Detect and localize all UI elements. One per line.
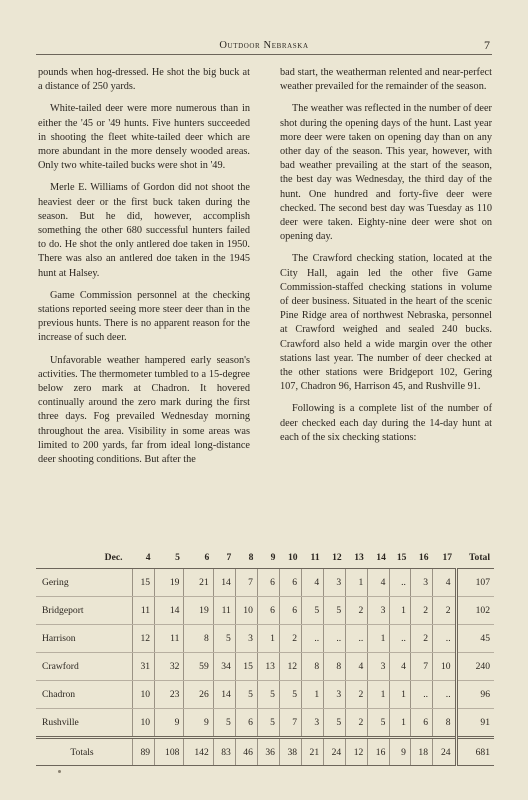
table-header-row [36,546,494,569]
day-count-cell: 12 [133,625,155,653]
day-count-cell: 5 [213,625,235,653]
totals-label: Totals [36,738,133,766]
paper-speck [58,770,61,773]
day-count-cell: 7 [410,653,432,681]
day-count-cell: 6 [235,709,257,738]
day-count-cell: 2 [346,681,368,709]
day-total-cell: 38 [279,738,301,766]
column-header-day: 13 [346,546,368,569]
day-count-cell: 4 [302,569,324,597]
day-count-cell: 1 [390,709,411,738]
day-total-cell: 24 [433,738,457,766]
day-count-cell: 1 [257,625,279,653]
day-count-cell: 59 [184,653,213,681]
day-count-cell: 21 [184,569,213,597]
day-count-cell: 7 [279,709,301,738]
day-count-cell: 11 [213,597,235,625]
column-header-day: 6 [184,546,213,569]
table-row [36,653,494,681]
day-count-cell: 3 [368,653,390,681]
station-name: Bridgeport [36,597,133,625]
column-header-total: Total [456,546,494,569]
day-count-cell: 9 [155,709,184,738]
column-header-day: 12 [324,546,346,569]
table-body [36,569,494,766]
day-total-cell: 21 [302,738,324,766]
day-count-cell: 2 [346,597,368,625]
grand-total-cell: 681 [456,738,494,766]
day-total-cell: 12 [346,738,368,766]
paragraph: Game Commission personnel at the checking stations reported seeing more steer deer than in the previous hunts. There is no apparent reason for the increase of such deer. [38,289,250,344]
paragraph: pounds when hog-dressed. He shot the big buck at a distance of 250 yards. [38,67,250,93]
day-count-cell: 34 [213,653,235,681]
day-count-cell: 9 [184,709,213,738]
day-count-cell: 11 [155,625,184,653]
day-count-cell: 5 [213,709,235,738]
right-column [280,66,492,453]
day-count-cell: 8 [184,625,213,653]
day-count-cell: 5 [235,681,257,709]
column-header-dec: Dec. [36,546,133,569]
station-total-cell: 96 [456,681,494,709]
day-count-cell: .. [302,625,324,653]
day-count-cell: 3 [324,569,346,597]
day-total-cell: 83 [213,738,235,766]
day-count-cell: 12 [279,653,301,681]
column-header-day: 7 [213,546,235,569]
day-total-cell: 89 [133,738,155,766]
day-count-cell: .. [346,625,368,653]
table-row [36,709,494,738]
station-total-cell: 91 [456,709,494,738]
day-count-cell: 2 [279,625,301,653]
day-count-cell: 2 [410,625,432,653]
paragraph: Unfavorable weather hampered early season's activities. The thermometer tumbled to a 15-degree below zero mark at Chadron. It hovered continually around the zero mark during the first three days. Fog prevailed Wednesday morning throughout the area. Visibility in some areas was limited to 200 yards, far from ideal long-distance deer shooting conditions. But after the [38,354,250,466]
day-count-cell: 19 [155,569,184,597]
station-name: Chadron [36,681,133,709]
day-count-cell: 1 [368,681,390,709]
day-count-cell: 5 [279,681,301,709]
page-number: 7 [484,38,490,52]
column-header-day: 5 [155,546,184,569]
day-count-cell: 5 [302,597,324,625]
station-name: Rushville [36,709,133,738]
day-count-cell: 8 [302,653,324,681]
table-row [36,681,494,709]
day-count-cell: 1 [368,625,390,653]
station-total-cell: 45 [456,625,494,653]
day-count-cell: 4 [368,569,390,597]
station-total-cell: 240 [456,653,494,681]
day-count-cell: 2 [346,709,368,738]
column-header-day: 10 [279,546,301,569]
column-header-day: 9 [257,546,279,569]
day-count-cell: .. [433,625,457,653]
day-count-cell: 6 [257,597,279,625]
column-header-day: 15 [390,546,411,569]
column-header-day: 14 [368,546,390,569]
running-title: Outdoor Nebraska [219,40,309,51]
day-count-cell: 13 [257,653,279,681]
station-name: Crawford [36,653,133,681]
day-count-cell: 10 [133,681,155,709]
day-count-cell: 1 [302,681,324,709]
day-count-cell: 3 [235,625,257,653]
day-count-cell: 6 [257,569,279,597]
day-count-cell: 7 [235,569,257,597]
day-count-cell: 5 [257,709,279,738]
paragraph: The Crawford checking station, located at the City Hall, again led the other five Game Commission-staffed checking stations in volume of deer business. Situated in the heart of the scenic Pine Ridge area of northwest Nebraska, personnel at Crawford weighed and sealed 240 bucks. Crawford also held a wide margin over the other stations last year. The number of deer checked at the other stations were Bridgeport 102, Gering 107, Chadron 96, Harrison 45, and Rushville 91. [280,253,492,393]
day-total-cell: 18 [410,738,432,766]
day-count-cell: 1 [390,597,411,625]
day-count-cell: 14 [213,569,235,597]
day-count-cell: 5 [324,709,346,738]
day-count-cell: 10 [235,597,257,625]
day-count-cell: 10 [133,709,155,738]
day-count-cell: 3 [368,597,390,625]
day-total-cell: 24 [324,738,346,766]
day-count-cell: 4 [390,653,411,681]
totals-row [36,738,494,766]
day-count-cell: 15 [133,569,155,597]
left-column [38,66,250,475]
day-count-cell: 26 [184,681,213,709]
day-count-cell: 2 [410,597,432,625]
table-row [36,625,494,653]
day-count-cell: 6 [279,569,301,597]
day-count-cell: 4 [433,569,457,597]
day-count-cell: 5 [324,597,346,625]
day-total-cell: 36 [257,738,279,766]
page-header [36,38,492,55]
column-header-day: 17 [433,546,457,569]
station-name: Gering [36,569,133,597]
day-count-cell: 2 [433,597,457,625]
column-header-day: 8 [235,546,257,569]
day-count-cell: .. [324,625,346,653]
day-count-cell: 8 [324,653,346,681]
day-count-cell: 6 [279,597,301,625]
day-count-cell: 15 [235,653,257,681]
day-total-cell: 108 [155,738,184,766]
column-header-day: 16 [410,546,432,569]
day-count-cell: .. [390,625,411,653]
day-count-cell: 11 [133,597,155,625]
column-header-day: 11 [302,546,324,569]
day-count-cell: 8 [433,709,457,738]
column-header-day: 4 [133,546,155,569]
day-total-cell: 46 [235,738,257,766]
day-total-cell: 9 [390,738,411,766]
paragraph: Following is a complete list of the number of deer checked each day during the 14-day hunt at each of the six checking stations: [280,403,492,443]
table-row [36,569,494,597]
day-count-cell: 3 [410,569,432,597]
day-count-cell: 14 [213,681,235,709]
day-count-cell: 10 [433,653,457,681]
day-count-cell: 5 [257,681,279,709]
paragraph: bad start, the weatherman relented and near-perfect weather prevailed for the remainder of the season. [280,67,492,93]
day-count-cell: 23 [155,681,184,709]
station-total-cell: 102 [456,597,494,625]
day-count-cell: 32 [155,653,184,681]
day-count-cell: .. [390,569,411,597]
day-total-cell: 16 [368,738,390,766]
station-total-cell: 107 [456,569,494,597]
day-count-cell: 19 [184,597,213,625]
day-count-cell: 6 [410,709,432,738]
day-count-cell: 5 [368,709,390,738]
paragraph: Merle E. Williams of Gordon did not shoot the heaviest deer or the first buck taken during the season. But he did, however, accomplish something the other 680 successful hunters failed to do. He shot the only antlered doe taken in 1950. There was also an antlered doe taken in the 1945 hunt at Halsey. [38,182,250,279]
day-count-cell: 3 [302,709,324,738]
deer-checked-table [36,546,494,766]
day-count-cell: .. [410,681,432,709]
day-count-cell: 1 [346,569,368,597]
table-row [36,597,494,625]
day-count-cell: 31 [133,653,155,681]
station-name: Harrison [36,625,133,653]
day-count-cell: 1 [390,681,411,709]
day-count-cell: 14 [155,597,184,625]
paragraph: White-tailed deer were more numerous than in either the '45 or '49 hunts. Five hunters succeeded in shooting the fleet white-tailed deer which are more abundant in the more densely wooded areas. Only two white-tailed bucks were shot in '49. [38,103,250,172]
day-count-cell: 3 [324,681,346,709]
day-count-cell: 4 [346,653,368,681]
day-total-cell: 142 [184,738,213,766]
day-count-cell: .. [433,681,457,709]
paragraph: The weather was reflected in the number of deer shot during the opening days of the hunt. Last year more deer were taken on opening day than on any other day of the season. This year, however, with bad weather prevailing at the start of the season, the best day was Wednesday, the third day of the hunt. One hundred and forty-five deer were checked. The second best day was Tuesday as 110 deer were taken. Eighty-nine deer were shot on opening day. [280,103,492,243]
